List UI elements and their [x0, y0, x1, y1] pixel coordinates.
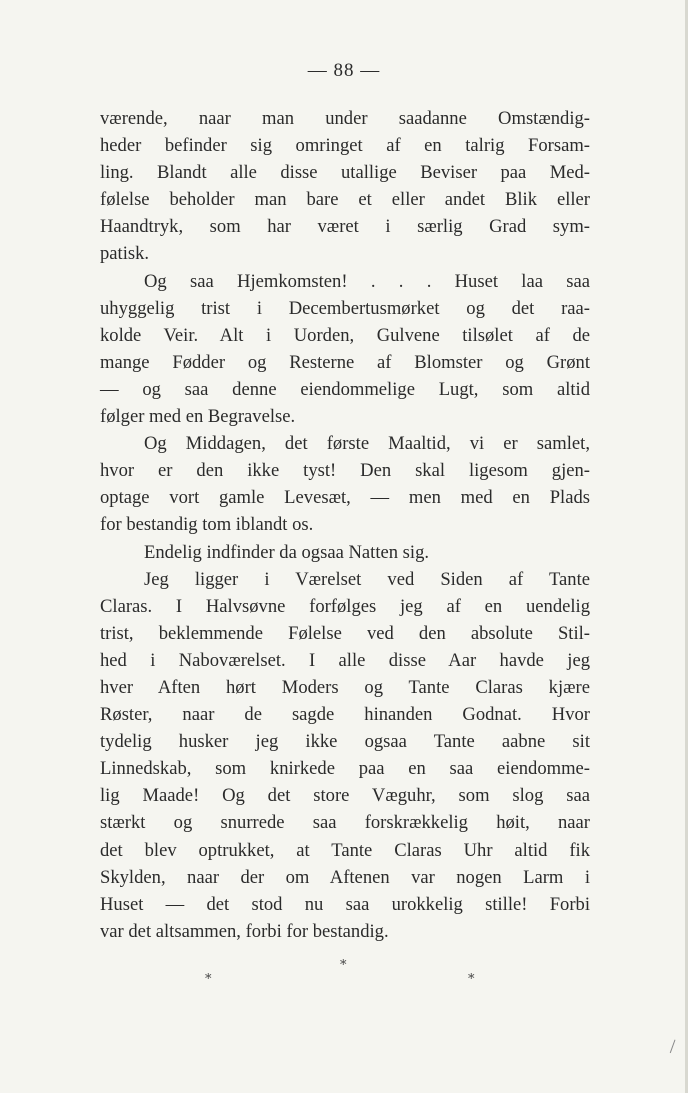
- asterism-star-right: *: [468, 972, 475, 987]
- section-break-asterism: [0, 958, 688, 998]
- text-line: værende, naar man under saadanne Omstændig-: [100, 108, 590, 129]
- text-line: — og saa denne eiendommelige Lugt, som altid: [100, 378, 590, 400]
- asterism-star-top: *: [340, 958, 347, 973]
- text-line: heder befinder sig omringet af en talrig Forsam-: [100, 135, 590, 157]
- text-line: mange Fødder og Resterne af Blomster og Grønt: [100, 351, 590, 373]
- text-line: følelse beholder man bare et eller andet Blik eller: [100, 189, 590, 211]
- text-line: Endelig indfinder da ogsaa Natten sig.: [144, 541, 430, 563]
- text-line: hvor er den ikke tyst! Den skal ligesom gjen-: [100, 460, 590, 482]
- text-line: Huset — det stod nu saa urokkelig stille! Forbi: [100, 893, 590, 915]
- page-number: — 88 —: [307, 60, 381, 81]
- text-line: tydelig husker jeg ikke ogsaa Tante aabne sit: [100, 731, 590, 753]
- text-line: Røster, naar de sagde hinanden Godnat. Hvor: [100, 704, 590, 726]
- text-line: Og Middagen, det første Maaltid, vi er samlet,: [144, 433, 590, 455]
- text-line: lig Maade! Og det store Væguhr, som slog saa: [100, 785, 590, 807]
- page-edge-mark: [670, 1040, 679, 1055]
- text-line: Skylden, naar der om Aftenen var nogen Larm i: [100, 866, 590, 888]
- text-line: hed i Naboværelset. I alle disse Aar havde jeg: [100, 649, 590, 671]
- text-line: for bestandig tom iblandt os.: [100, 514, 314, 536]
- text-line: hver Aften hørt Moders og Tante Claras kjære: [100, 676, 590, 698]
- text-line: patisk.: [100, 243, 150, 265]
- text-line: uhyggelig trist i Decembertusmørket og det raa-: [100, 297, 590, 319]
- text-line: følger med en Begravelse.: [100, 406, 296, 428]
- text-line: det blev optrukket, at Tante Claras Uhr altid fik: [100, 839, 590, 861]
- text-line: Claras. I Halvsøvne forfølges jeg af en uendelig: [100, 595, 590, 617]
- text-line: Haandtryk, som har været i særlig Grad sym-: [100, 216, 590, 238]
- text-line: optage vort gamle Levesæt, — men med en Plads: [100, 487, 590, 509]
- text-line: kolde Veir. Alt i Uorden, Gulvene tilsølet af de: [100, 324, 590, 346]
- text-line: trist, beklemmende Følelse ved den absolute Stil-: [100, 622, 590, 644]
- text-line: ling. Blandt alle disse utallige Beviser paa Med-: [100, 162, 590, 184]
- text-line: Og saa Hjemkomsten! . . . Huset laa saa: [144, 270, 590, 292]
- text-line: Linnedskab, som knirkede paa en saa eiendomme-: [100, 758, 590, 780]
- body-text: [100, 105, 590, 945]
- text-line: Jeg ligger i Værelset ved Siden af Tante: [144, 568, 590, 590]
- text-line: var det altsammen, forbi for bestandig.: [100, 920, 389, 942]
- text-line: stærkt og snurrede saa forskrækkelig høit, naar: [100, 812, 590, 834]
- asterism-star-left: *: [205, 972, 212, 987]
